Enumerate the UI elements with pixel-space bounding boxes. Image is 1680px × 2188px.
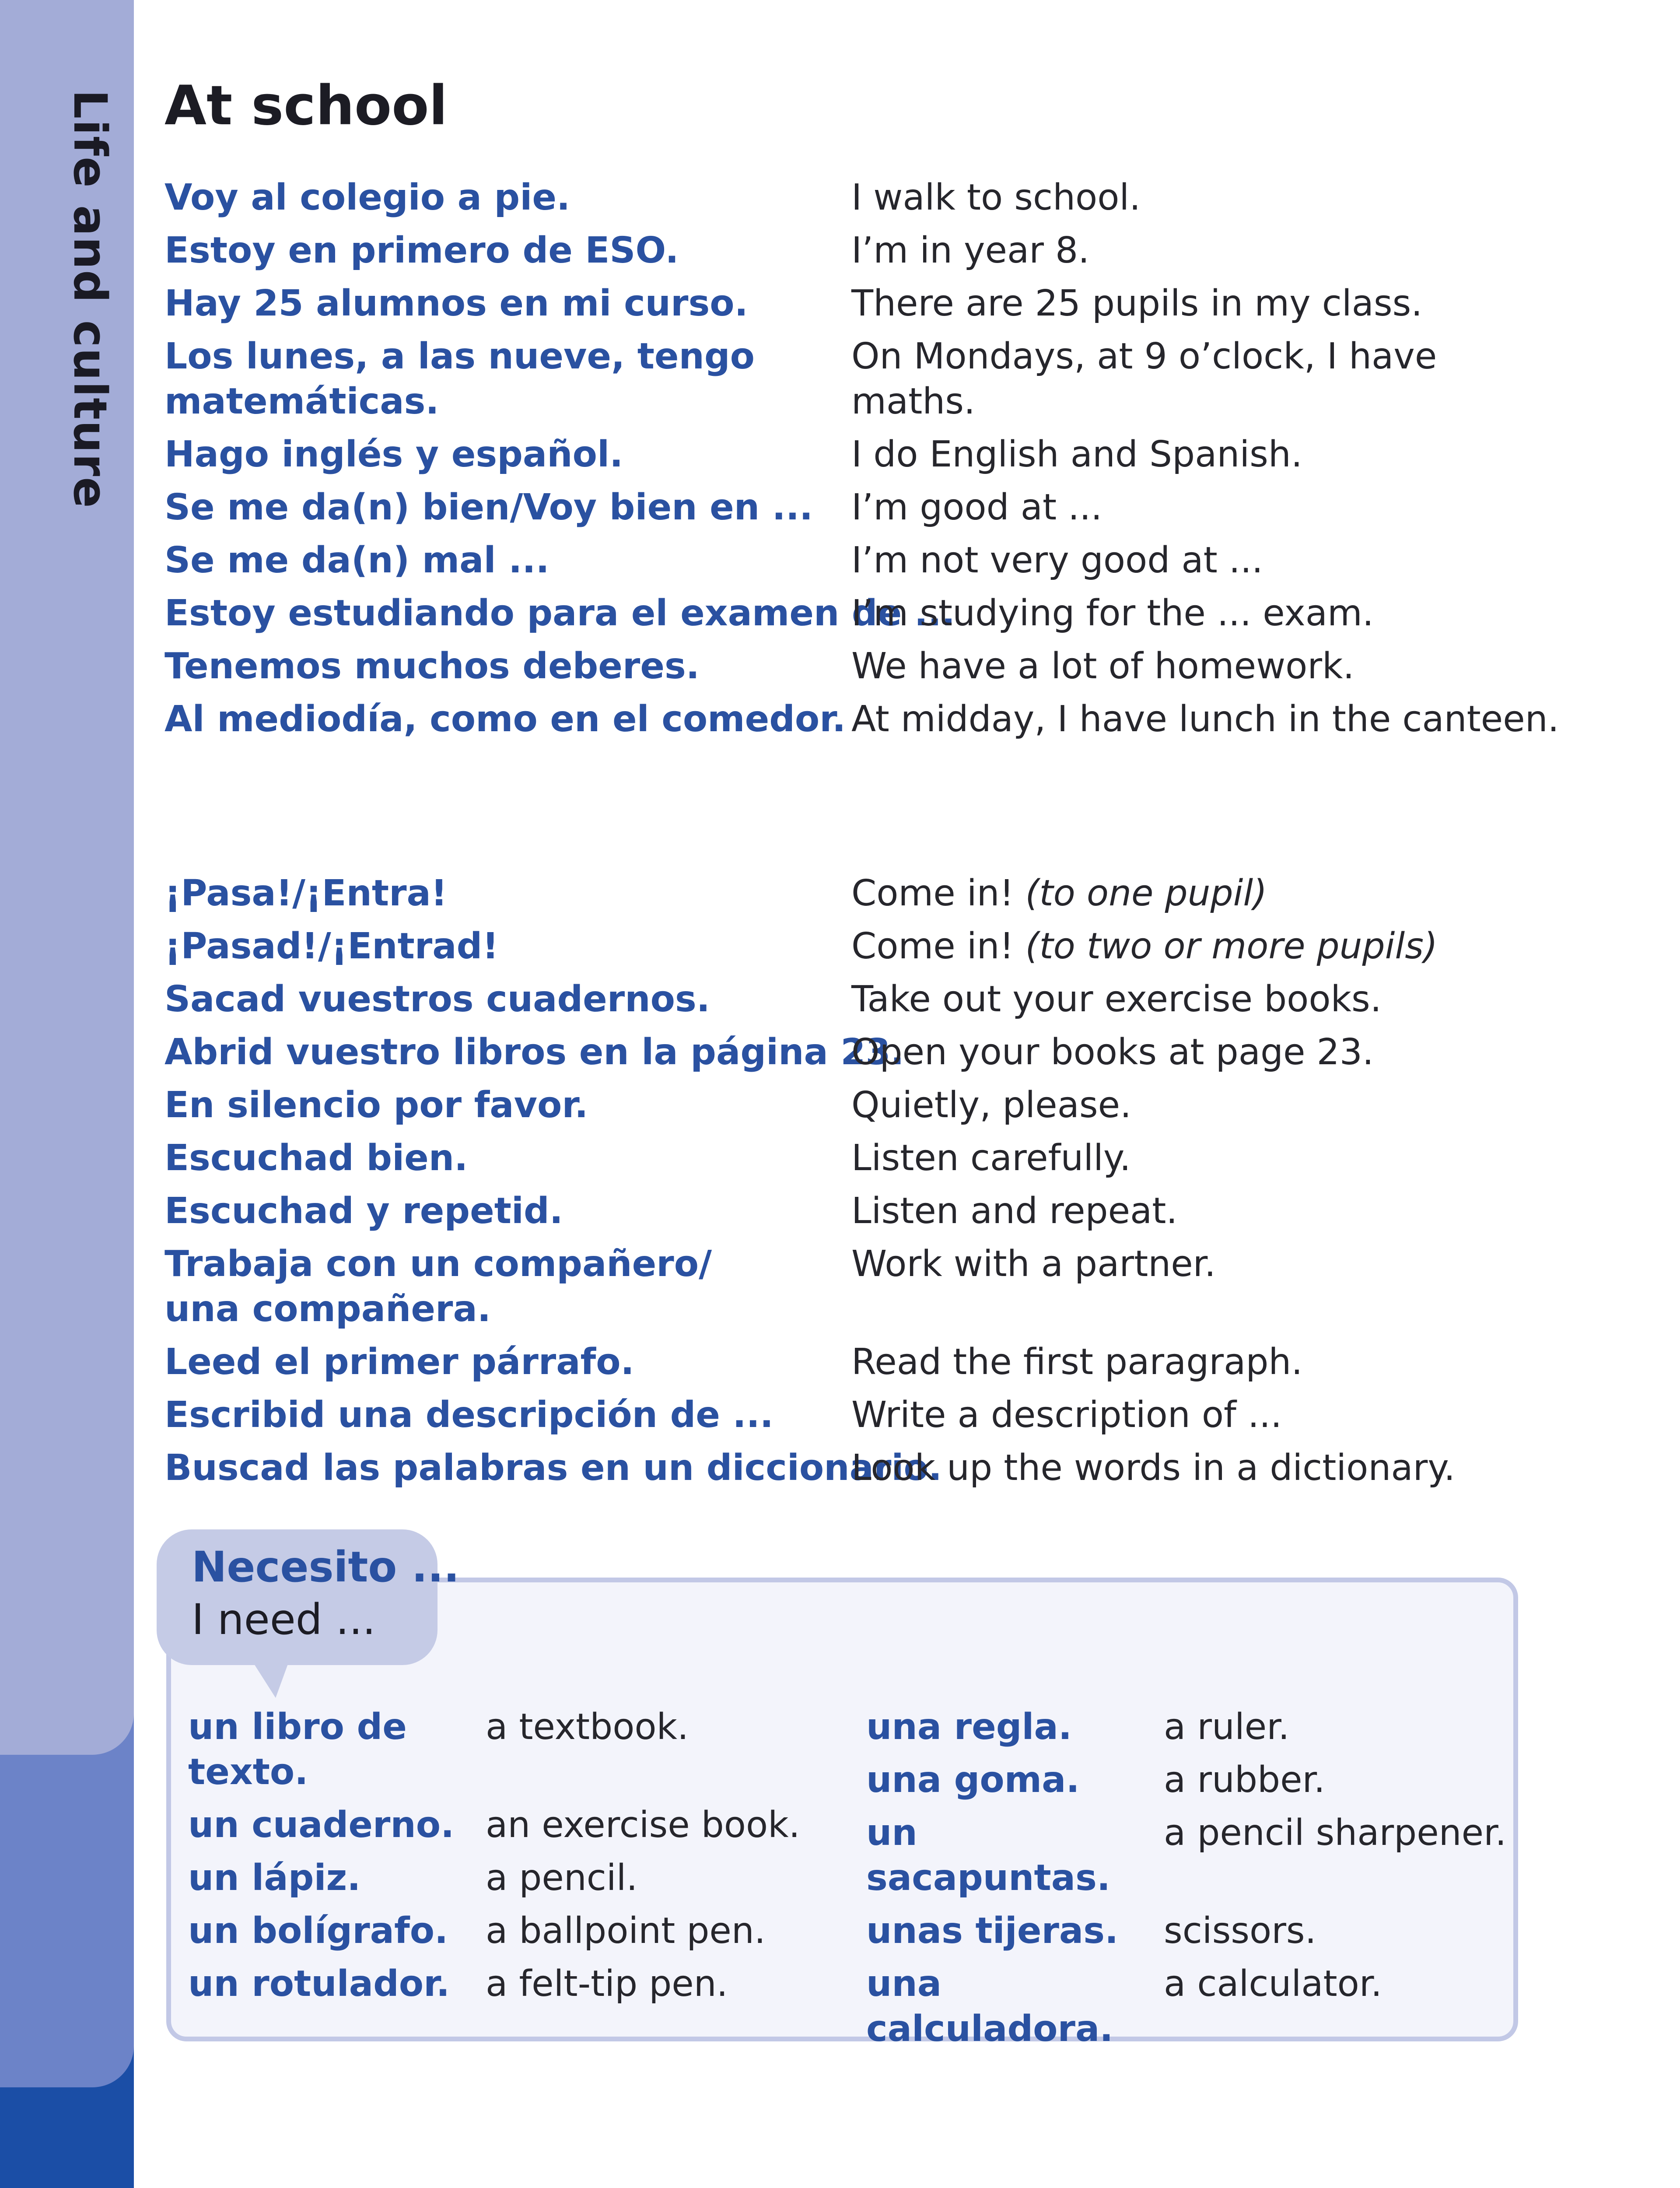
vocabulary-row — [866, 1961, 1522, 2051]
spanish-phrase: Al mediodía, como en el comedor. — [164, 698, 846, 740]
spanish-word-line: texto. — [188, 1751, 308, 1793]
vocabulary-row — [188, 1704, 844, 1795]
phrase-row — [164, 871, 1608, 916]
spanish-phrase: Abrid vuestro libros en la página 23. — [164, 1031, 904, 1073]
english-translation: I’m in year 8. — [851, 230, 1090, 271]
phrase-row — [164, 334, 1608, 424]
spanish-phrase: Voy al colegio a pie. — [164, 177, 570, 218]
english-translation-line: On Mondays, at 9 o’clock, I have — [851, 336, 1437, 377]
spanish-phrase-line: Trabaja con un compañero/ — [164, 1243, 712, 1285]
spanish-phrase: Leed el primer párrafo. — [164, 1341, 634, 1383]
english-word: an exercise book. — [486, 1804, 800, 1846]
english-translation: Open your books at page 23. — [851, 1031, 1374, 1073]
spanish-word — [866, 1961, 1164, 2051]
spanish-phrase: ¡Pasa!/¡Entra! — [164, 873, 448, 914]
phrase-row — [164, 1030, 1608, 1075]
spanish-phrase: Se me da(n) bien/Voy bien en ... — [164, 487, 813, 528]
english-word: a textbook. — [486, 1706, 689, 1748]
spanish-phrase-line: matemáticas. — [164, 381, 439, 422]
english-translation: Take out your exercise books. — [851, 978, 1382, 1020]
phrase-list-classroom — [164, 871, 1608, 1498]
english-translation: Listen carefully. — [851, 1137, 1131, 1179]
spanish-phrase: Escuchad bien. — [164, 1137, 468, 1179]
english-translation: Read the first paragraph. — [851, 1341, 1303, 1383]
english-word: a calculator. — [1164, 1963, 1382, 2005]
spanish-phrase: Se me da(n) mal ... — [164, 540, 550, 581]
spanish-phrase: Sacad vuestros cuadernos. — [164, 978, 710, 1020]
spanish-word-line: calculadora. — [866, 2008, 1113, 2050]
page-title: At school — [164, 74, 448, 137]
phrase-row — [164, 977, 1608, 1022]
spanish-word-line: una — [866, 1963, 942, 2005]
english-word: a ruler. — [1164, 1706, 1290, 1748]
section-label: Life and culture — [63, 90, 117, 509]
phrase-row — [164, 281, 1608, 326]
phrase-row — [164, 228, 1608, 273]
english-translation — [851, 871, 1267, 916]
spanish-phrase: Hay 25 alumnos en mi curso. — [164, 283, 748, 324]
english-translation: Write a description of ... — [851, 1394, 1282, 1436]
english-translation — [851, 334, 1437, 424]
vocabulary-row — [866, 1908, 1522, 1953]
english-translation: Work with a partner. — [851, 1243, 1216, 1285]
spanish-phrase: ¡Pasad!/¡Entrad! — [164, 926, 499, 967]
spanish-word: un cuaderno. — [188, 1804, 455, 1846]
box-heading-spanish: Necesito ... — [192, 1543, 460, 1592]
spanish-word: un bolígrafo. — [188, 1910, 448, 1952]
english-translation: We have a lot of homework. — [851, 645, 1354, 687]
spanish-phrase — [164, 334, 851, 424]
english-translation: I’m not very good at ... — [851, 540, 1263, 581]
vocabulary-row — [866, 1810, 1522, 1900]
english-translation-text: Come in! — [851, 926, 1014, 967]
spanish-word: un lápiz. — [188, 1857, 361, 1899]
english-word: a pencil. — [486, 1857, 638, 1899]
spanish-phrase-line: una compañera. — [164, 1288, 491, 1330]
vocabulary-row — [188, 1961, 844, 2006]
vocabulary-row — [866, 1704, 1522, 1750]
phrase-list-school-life — [164, 175, 1608, 750]
vocabulary-row — [188, 1802, 844, 1848]
english-translation: At midday, I have lunch in the canteen. — [851, 698, 1559, 740]
spanish-phrase: Buscad las palabras en un diccionario. — [164, 1447, 942, 1489]
phrase-row — [164, 1339, 1608, 1385]
spanish-phrase: Estoy estudiando para el examen de ... — [164, 593, 956, 634]
phrase-row — [164, 924, 1608, 969]
phrase-row — [164, 1241, 1608, 1332]
phrase-row — [164, 697, 1608, 742]
phrase-row — [164, 432, 1608, 477]
vocabulary-column-1 — [188, 1704, 844, 2014]
english-translation: I’m good at ... — [851, 487, 1102, 528]
spanish-word: unas tijeras. — [866, 1910, 1119, 1952]
english-translation: I do English and Spanish. — [851, 434, 1302, 475]
english-translation: There are 25 pupils in my class. — [851, 283, 1423, 324]
phrase-row — [164, 1083, 1608, 1128]
english-word: a pencil sharpener. — [1164, 1812, 1507, 1854]
spanish-word-line: un libro de — [188, 1706, 407, 1748]
spanish-word: un rotulador. — [188, 1963, 450, 2005]
spanish-phrase — [164, 1241, 851, 1332]
english-word: a rubber. — [1164, 1759, 1325, 1801]
phrase-row — [164, 591, 1608, 636]
phrase-row — [164, 538, 1608, 583]
spanish-phrase: Tenemos muchos deberes. — [164, 645, 700, 687]
spanish-phrase-line: Los lunes, a las nueve, tengo — [164, 336, 755, 377]
spanish-phrase: Escribid una descripción de ... — [164, 1394, 774, 1436]
phrase-row — [164, 175, 1608, 220]
spanish-phrase: Escuchad y repetid. — [164, 1190, 563, 1232]
phrase-row — [164, 1445, 1608, 1490]
spanish-phrase: Estoy en primero de ESO. — [164, 230, 679, 271]
phrase-row — [164, 644, 1608, 689]
vocabulary-row — [188, 1855, 844, 1900]
spanish-word: una goma. — [866, 1759, 1080, 1801]
english-translation-line: maths. — [851, 381, 976, 422]
english-word: a ballpoint pen. — [486, 1910, 766, 1952]
english-translation: I’m studying for the ... exam. — [851, 593, 1374, 634]
spanish-phrase: Hago inglés y español. — [164, 434, 623, 475]
phrase-row — [164, 1136, 1608, 1181]
vocabulary-column-2 — [866, 1704, 1522, 2059]
vocabulary-row — [866, 1757, 1522, 1802]
vocabulary-row — [188, 1908, 844, 1953]
english-translation-text: Come in! — [851, 873, 1014, 914]
english-translation: Look up the words in a dictionary. — [851, 1447, 1456, 1489]
phrase-row — [164, 485, 1608, 530]
spanish-word: un sacapuntas. — [866, 1812, 1111, 1899]
speech-bubble-tail — [245, 1650, 293, 1698]
english-translation: Quietly, please. — [851, 1084, 1132, 1126]
spanish-word: una regla. — [866, 1706, 1072, 1748]
spanish-word — [188, 1704, 486, 1795]
usage-note: (to two or more pupils) — [1025, 926, 1438, 967]
usage-note: (to one pupil) — [1025, 873, 1267, 914]
english-word: a felt-tip pen. — [486, 1963, 728, 2005]
english-translation: I walk to school. — [851, 177, 1141, 218]
phrase-row — [164, 1392, 1608, 1438]
english-translation — [851, 924, 1438, 969]
phrase-row — [164, 1189, 1608, 1234]
box-heading-english: I need ... — [192, 1595, 376, 1644]
english-word: scissors. — [1164, 1910, 1316, 1952]
english-translation: Listen and repeat. — [851, 1190, 1178, 1232]
spanish-phrase: En silencio por favor. — [164, 1084, 588, 1126]
